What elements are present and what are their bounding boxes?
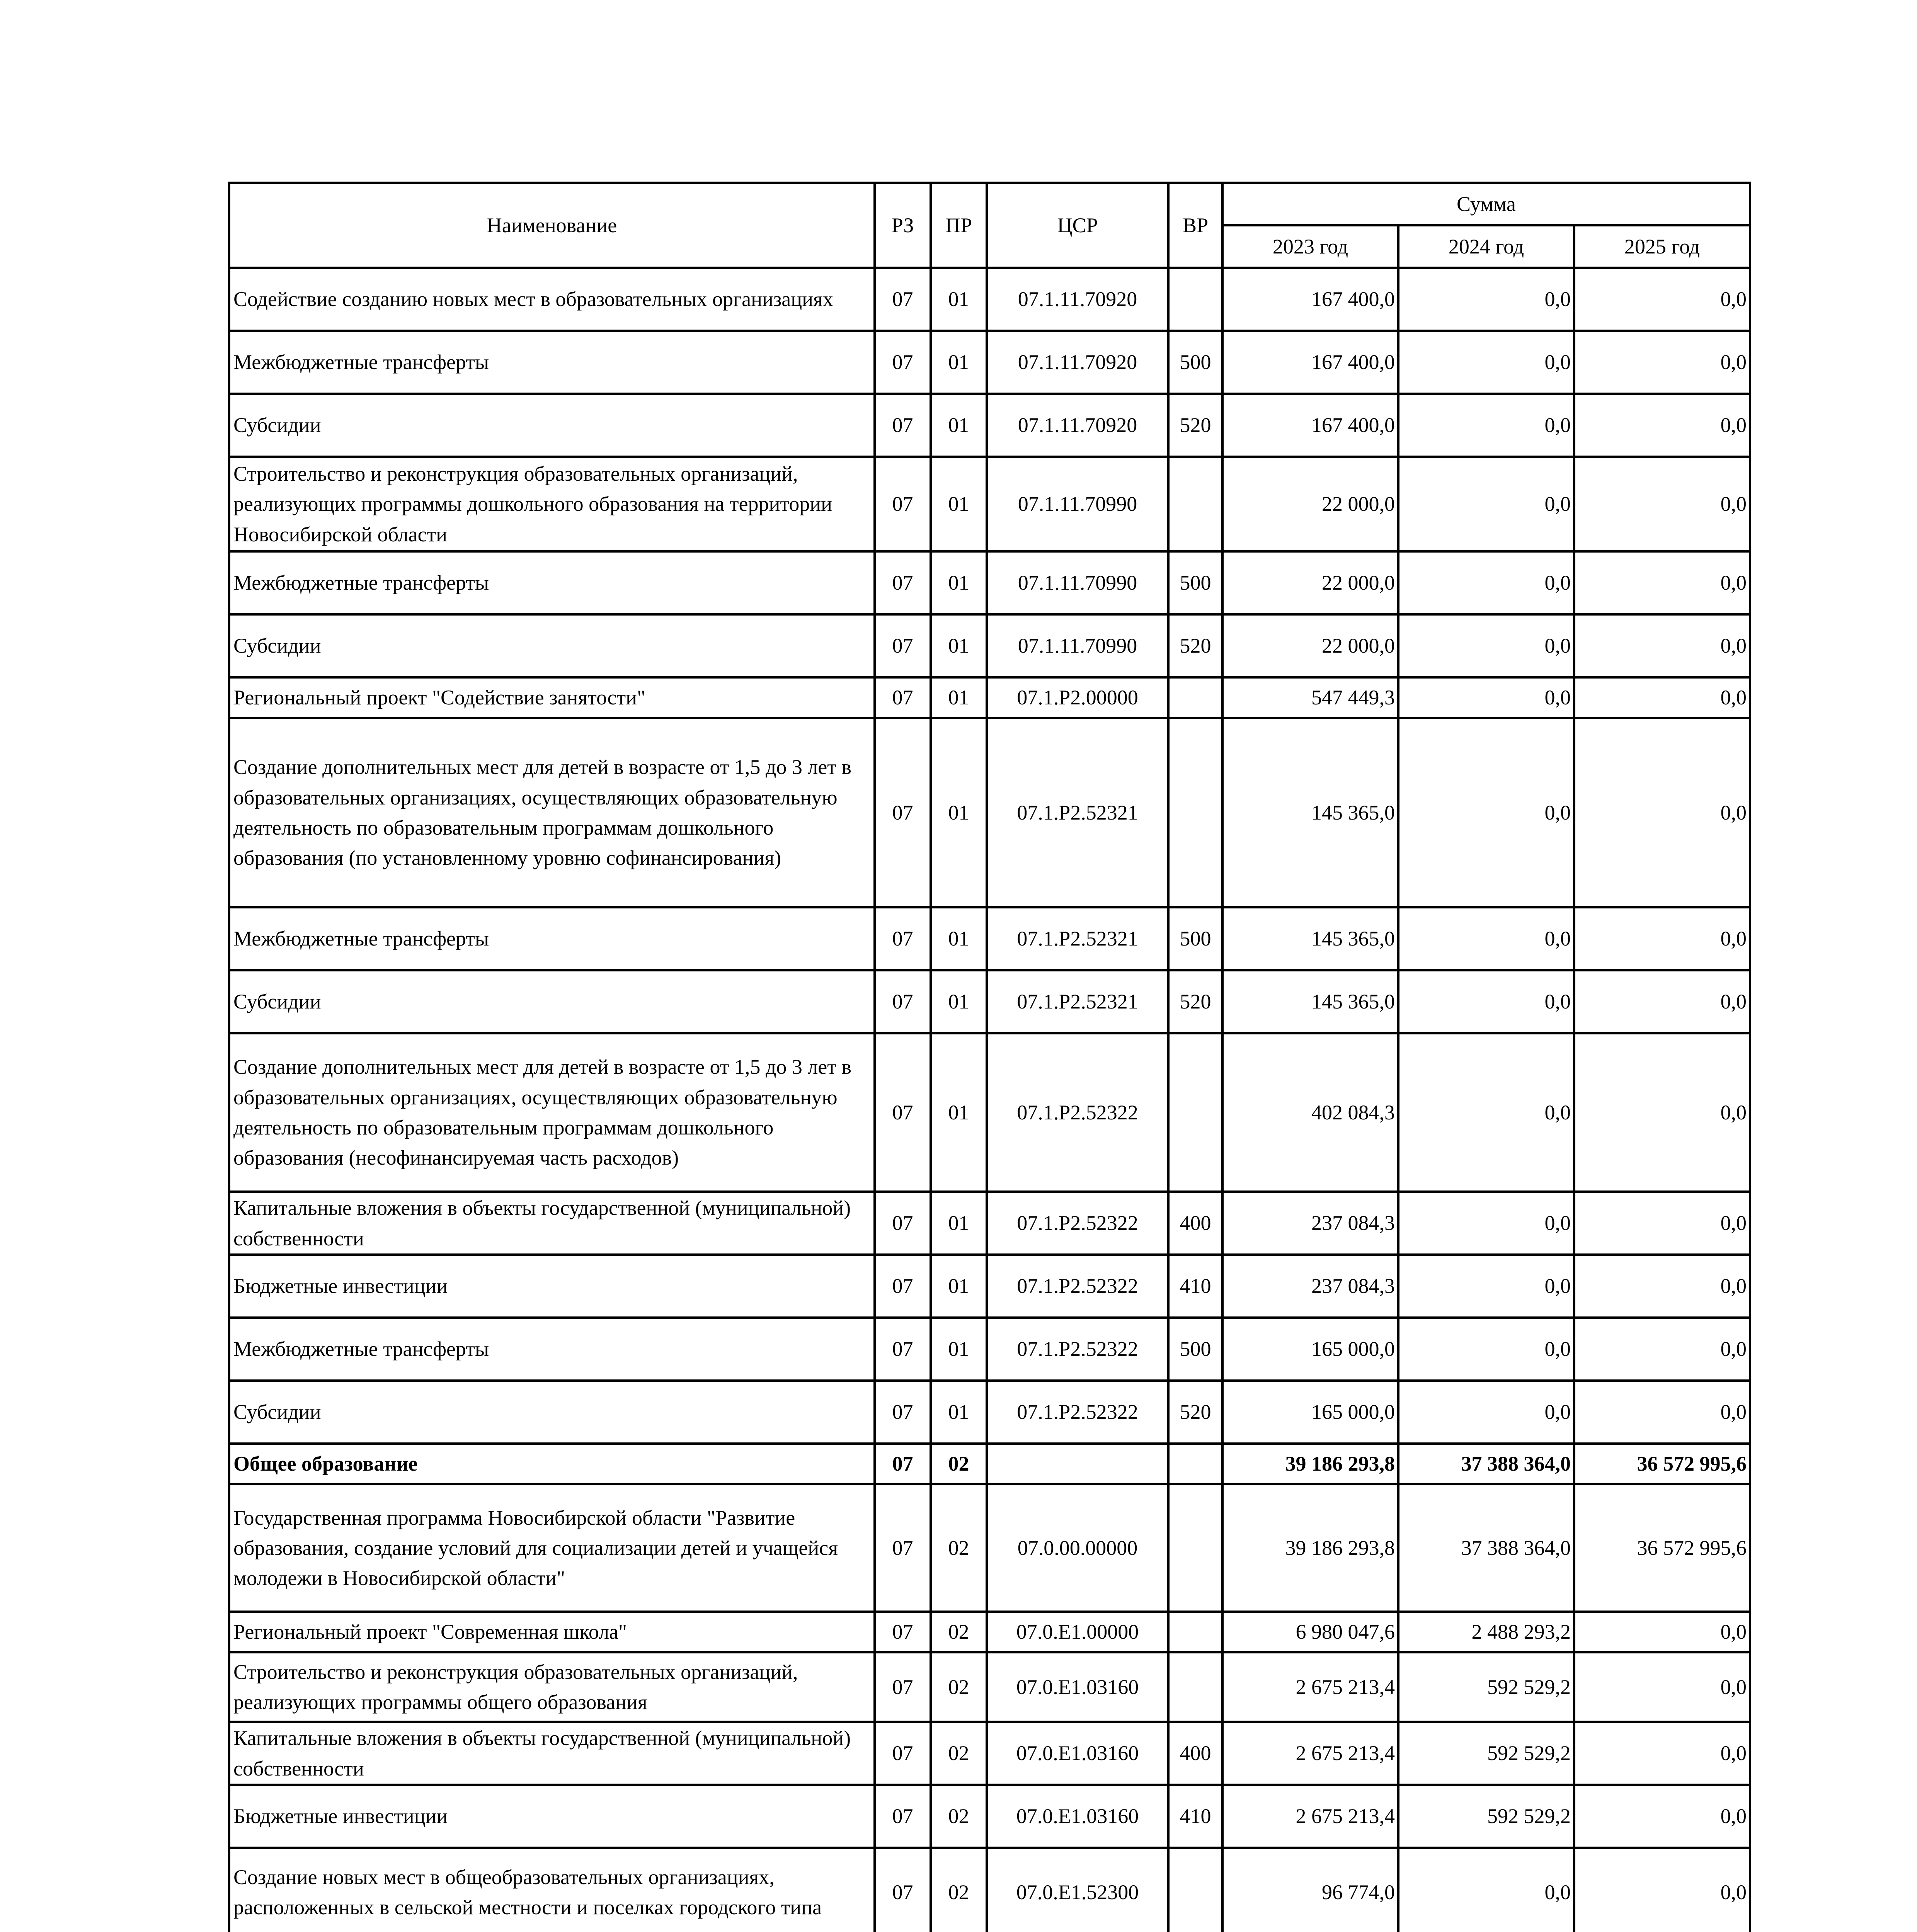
cell-name: Создание новых мест в общеобразовательных организациях, расположенных в сельской местности и поселках городского типа	[229, 1848, 875, 1932]
table-row	[229, 331, 1750, 394]
cell-2024: 0,0	[1398, 1381, 1574, 1444]
cell-pr: 01	[931, 1381, 987, 1444]
table-row	[229, 1318, 1750, 1381]
cell-name: Межбюджетные трансферты	[229, 551, 875, 614]
cell-2025: 0,0	[1574, 1652, 1750, 1722]
cell-rz: 07	[875, 1612, 931, 1652]
cell-csr	[987, 1444, 1168, 1484]
table-row	[229, 1381, 1750, 1444]
cell-rz: 07	[875, 1033, 931, 1192]
cell-2023: 39 186 293,8	[1222, 1484, 1398, 1612]
cell-vr: 520	[1168, 1381, 1222, 1444]
cell-csr: 07.1.11.70920	[987, 394, 1168, 457]
cell-vr: 410	[1168, 1785, 1222, 1848]
table-row	[229, 268, 1750, 331]
cell-pr: 01	[931, 551, 987, 614]
cell-name: Капитальные вложения в объекты государственной (муниципальной) собственности	[229, 1722, 875, 1785]
header-year-2024: 2024 год	[1398, 225, 1574, 268]
cell-rz: 07	[875, 1444, 931, 1484]
cell-name: Создание дополнительных мест для детей в возрасте от 1,5 до 3 лет в образовательных организациях, осуществляющих образовательную деятельность по образовательным программам дошкольного образования (по установленному уровню софинансирования)	[229, 718, 875, 907]
cell-name: Капитальные вложения в объекты государственной (муниципальной) собственности	[229, 1192, 875, 1255]
cell-2025: 0,0	[1574, 1033, 1750, 1192]
cell-pr: 01	[931, 394, 987, 457]
cell-pr: 02	[931, 1785, 987, 1848]
cell-vr: 520	[1168, 970, 1222, 1033]
cell-csr: 07.1.P2.52321	[987, 907, 1168, 970]
cell-csr: 07.1.P2.52322	[987, 1033, 1168, 1192]
table-row	[229, 1785, 1750, 1848]
cell-2024: 0,0	[1398, 1255, 1574, 1318]
cell-vr	[1168, 457, 1222, 551]
table-row	[229, 718, 1750, 907]
cell-name: Бюджетные инвестиции	[229, 1785, 875, 1848]
cell-rz: 07	[875, 1484, 931, 1612]
cell-pr: 02	[931, 1484, 987, 1612]
cell-rz: 07	[875, 718, 931, 907]
cell-2023: 2 675 213,4	[1222, 1722, 1398, 1785]
cell-2025: 0,0	[1574, 551, 1750, 614]
cell-rz: 07	[875, 457, 931, 551]
header-vr: ВР	[1168, 183, 1222, 268]
cell-2024: 0,0	[1398, 551, 1574, 614]
cell-csr: 07.1.P2.52322	[987, 1192, 1168, 1255]
cell-2025: 0,0	[1574, 1612, 1750, 1652]
cell-2023: 167 400,0	[1222, 268, 1398, 331]
cell-vr: 520	[1168, 614, 1222, 677]
cell-pr: 01	[931, 331, 987, 394]
cell-csr: 07.1.P2.52321	[987, 970, 1168, 1033]
cell-rz: 07	[875, 1381, 931, 1444]
cell-2024: 0,0	[1398, 1033, 1574, 1192]
cell-2025: 0,0	[1574, 718, 1750, 907]
cell-rz: 07	[875, 970, 931, 1033]
cell-2024: 37 388 364,0	[1398, 1484, 1574, 1612]
cell-csr: 07.1.11.70990	[987, 551, 1168, 614]
cell-pr: 01	[931, 970, 987, 1033]
cell-csr: 07.1.11.70990	[987, 457, 1168, 551]
cell-rz: 07	[875, 1785, 931, 1848]
cell-csr: 07.1.P2.52321	[987, 718, 1168, 907]
cell-pr: 01	[931, 1033, 987, 1192]
cell-2023: 22 000,0	[1222, 551, 1398, 614]
cell-2023: 167 400,0	[1222, 331, 1398, 394]
cell-rz: 07	[875, 331, 931, 394]
header-sum: Сумма	[1222, 183, 1750, 225]
cell-pr: 01	[931, 1318, 987, 1381]
cell-2024: 0,0	[1398, 457, 1574, 551]
header-pr: ПР	[931, 183, 987, 268]
cell-vr	[1168, 677, 1222, 718]
header-rz: РЗ	[875, 183, 931, 268]
cell-vr	[1168, 1612, 1222, 1652]
table-row	[229, 907, 1750, 970]
cell-2023: 547 449,3	[1222, 677, 1398, 718]
cell-2025: 0,0	[1574, 1318, 1750, 1381]
cell-csr: 07.1.P2.00000	[987, 677, 1168, 718]
cell-name: Строительство и реконструкция образовательных организаций, реализующих программы дошкольного образования на территории Новосибирской области	[229, 457, 875, 551]
cell-vr	[1168, 1652, 1222, 1722]
table-row	[229, 1444, 1750, 1484]
cell-pr: 02	[931, 1612, 987, 1652]
cell-vr	[1168, 1484, 1222, 1612]
header-year-2025: 2025 год	[1574, 225, 1750, 268]
cell-vr	[1168, 1033, 1222, 1192]
cell-2023: 96 774,0	[1222, 1848, 1398, 1932]
cell-2025: 0,0	[1574, 268, 1750, 331]
cell-2025: 0,0	[1574, 1255, 1750, 1318]
cell-name: Субсидии	[229, 614, 875, 677]
cell-2023: 6 980 047,6	[1222, 1612, 1398, 1652]
cell-rz: 07	[875, 1722, 931, 1785]
cell-name: Субсидии	[229, 394, 875, 457]
header-csr: ЦСР	[987, 183, 1168, 268]
cell-rz: 07	[875, 907, 931, 970]
cell-2025: 0,0	[1574, 970, 1750, 1033]
cell-pr: 02	[931, 1652, 987, 1722]
table-body	[229, 268, 1750, 1932]
cell-rz: 07	[875, 1318, 931, 1381]
cell-name: Межбюджетные трансферты	[229, 1318, 875, 1381]
table-row	[229, 614, 1750, 677]
cell-pr: 01	[931, 907, 987, 970]
cell-2023: 2 675 213,4	[1222, 1785, 1398, 1848]
cell-vr	[1168, 718, 1222, 907]
table-row	[229, 1255, 1750, 1318]
cell-2025: 0,0	[1574, 457, 1750, 551]
cell-2025: 0,0	[1574, 1785, 1750, 1848]
cell-2025: 0,0	[1574, 677, 1750, 718]
cell-pr: 01	[931, 1255, 987, 1318]
cell-name: Субсидии	[229, 970, 875, 1033]
cell-csr: 07.1.11.70920	[987, 268, 1168, 331]
cell-pr: 02	[931, 1722, 987, 1785]
cell-pr: 01	[931, 268, 987, 331]
cell-2024: 0,0	[1398, 331, 1574, 394]
cell-2025: 0,0	[1574, 614, 1750, 677]
table-row	[229, 970, 1750, 1033]
cell-rz: 07	[875, 1848, 931, 1932]
cell-2024: 0,0	[1398, 677, 1574, 718]
cell-rz: 07	[875, 1652, 931, 1722]
table-row	[229, 677, 1750, 718]
cell-vr: 500	[1168, 331, 1222, 394]
cell-name: Создание дополнительных мест для детей в возрасте от 1,5 до 3 лет в образовательных организациях, осуществляющих образовательную деятельность по образовательным программам дошкольного образования (несофинансируемая часть расходов)	[229, 1033, 875, 1192]
table-row	[229, 457, 1750, 551]
cell-pr: 01	[931, 457, 987, 551]
cell-2024: 0,0	[1398, 268, 1574, 331]
cell-name: Региональный проект "Современная школа"	[229, 1612, 875, 1652]
cell-pr: 01	[931, 677, 987, 718]
cell-csr: 07.0.E1.03160	[987, 1785, 1168, 1848]
cell-vr: 500	[1168, 551, 1222, 614]
cell-2024: 2 488 293,2	[1398, 1612, 1574, 1652]
cell-pr: 02	[931, 1444, 987, 1484]
table-row	[229, 1848, 1750, 1932]
table-row	[229, 1033, 1750, 1192]
cell-2024: 0,0	[1398, 1848, 1574, 1932]
table-row	[229, 1722, 1750, 1785]
cell-pr: 01	[931, 718, 987, 907]
cell-2023: 145 365,0	[1222, 907, 1398, 970]
cell-vr	[1168, 1848, 1222, 1932]
cell-pr: 01	[931, 1192, 987, 1255]
cell-vr: 500	[1168, 907, 1222, 970]
cell-csr: 07.1.11.70990	[987, 614, 1168, 677]
cell-name: Региональный проект "Содействие занятости"	[229, 677, 875, 718]
budget-table	[228, 182, 1751, 1932]
cell-vr: 520	[1168, 394, 1222, 457]
cell-csr: 07.0.E1.03160	[987, 1652, 1168, 1722]
cell-2025: 0,0	[1574, 1192, 1750, 1255]
cell-2023: 237 084,3	[1222, 1255, 1398, 1318]
cell-2024: 592 529,2	[1398, 1785, 1574, 1848]
cell-2024: 0,0	[1398, 1318, 1574, 1381]
cell-2023: 165 000,0	[1222, 1318, 1398, 1381]
cell-2024: 0,0	[1398, 394, 1574, 457]
cell-csr: 07.1.P2.52322	[987, 1381, 1168, 1444]
cell-name: Государственная программа Новосибирской области "Развитие образования, создание условий для социализации детей и учащейся молодежи в Новосибирской области"	[229, 1484, 875, 1612]
cell-2023: 2 675 213,4	[1222, 1652, 1398, 1722]
cell-csr: 07.1.P2.52322	[987, 1255, 1168, 1318]
cell-rz: 07	[875, 268, 931, 331]
cell-2024: 37 388 364,0	[1398, 1444, 1574, 1484]
cell-rz: 07	[875, 1192, 931, 1255]
table-row	[229, 1612, 1750, 1652]
cell-2025: 0,0	[1574, 907, 1750, 970]
cell-2023: 145 365,0	[1222, 970, 1398, 1033]
cell-2023: 167 400,0	[1222, 394, 1398, 457]
cell-2024: 0,0	[1398, 718, 1574, 907]
table-row	[229, 1484, 1750, 1612]
cell-rz: 07	[875, 394, 931, 457]
cell-vr: 410	[1168, 1255, 1222, 1318]
cell-name: Бюджетные инвестиции	[229, 1255, 875, 1318]
cell-2025: 0,0	[1574, 1722, 1750, 1785]
cell-pr: 02	[931, 1848, 987, 1932]
cell-2025: 0,0	[1574, 394, 1750, 457]
cell-2025: 0,0	[1574, 331, 1750, 394]
cell-csr: 07.1.P2.52322	[987, 1318, 1168, 1381]
cell-rz: 07	[875, 1255, 931, 1318]
cell-vr	[1168, 1444, 1222, 1484]
cell-2024: 0,0	[1398, 970, 1574, 1033]
cell-csr: 07.0.E1.03160	[987, 1722, 1168, 1785]
cell-vr: 400	[1168, 1192, 1222, 1255]
cell-2023: 39 186 293,8	[1222, 1444, 1398, 1484]
cell-vr: 400	[1168, 1722, 1222, 1785]
cell-name: Межбюджетные трансферты	[229, 907, 875, 970]
cell-name: Субсидии	[229, 1381, 875, 1444]
cell-2025: 0,0	[1574, 1848, 1750, 1932]
cell-2024: 592 529,2	[1398, 1652, 1574, 1722]
cell-2023: 22 000,0	[1222, 457, 1398, 551]
table-row	[229, 1652, 1750, 1722]
cell-2024: 0,0	[1398, 1192, 1574, 1255]
header-year-2023: 2023 год	[1222, 225, 1398, 268]
cell-vr: 500	[1168, 1318, 1222, 1381]
cell-2023: 145 365,0	[1222, 718, 1398, 907]
cell-2023: 165 000,0	[1222, 1381, 1398, 1444]
cell-2024: 0,0	[1398, 907, 1574, 970]
cell-2023: 22 000,0	[1222, 614, 1398, 677]
cell-rz: 07	[875, 614, 931, 677]
cell-2024: 592 529,2	[1398, 1722, 1574, 1785]
cell-vr	[1168, 268, 1222, 331]
cell-rz: 07	[875, 677, 931, 718]
cell-name: Межбюджетные трансферты	[229, 331, 875, 394]
header-row-top	[229, 183, 1750, 225]
cell-csr: 07.1.11.70920	[987, 331, 1168, 394]
cell-name: Содействие созданию новых мест в образовательных организациях	[229, 268, 875, 331]
cell-name: Общее образование	[229, 1444, 875, 1484]
table-row	[229, 1192, 1750, 1255]
cell-2023: 237 084,3	[1222, 1192, 1398, 1255]
cell-csr: 07.0.00.00000	[987, 1484, 1168, 1612]
cell-csr: 07.0.E1.52300	[987, 1848, 1168, 1932]
cell-name: Строительство и реконструкция образовательных организаций, реализующих программы общего образования	[229, 1652, 875, 1722]
cell-rz: 07	[875, 551, 931, 614]
cell-2025: 36 572 995,6	[1574, 1444, 1750, 1484]
cell-2023: 402 084,3	[1222, 1033, 1398, 1192]
cell-2025: 0,0	[1574, 1381, 1750, 1444]
cell-2025: 36 572 995,6	[1574, 1484, 1750, 1612]
table-row	[229, 394, 1750, 457]
cell-csr: 07.0.E1.00000	[987, 1612, 1168, 1652]
cell-2024: 0,0	[1398, 614, 1574, 677]
table-row	[229, 551, 1750, 614]
header-name: Наименование	[229, 183, 875, 268]
cell-pr: 01	[931, 614, 987, 677]
